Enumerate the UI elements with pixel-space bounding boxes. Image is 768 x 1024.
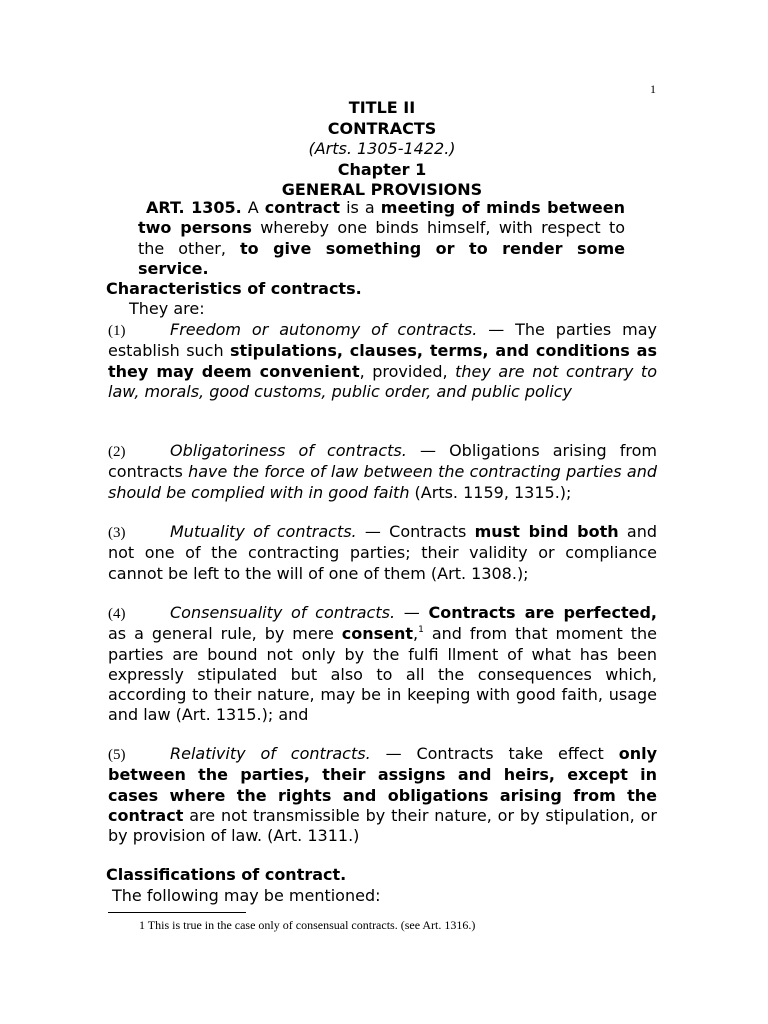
item-text: must bind both bbox=[474, 522, 619, 541]
item-number: (4) bbox=[108, 606, 126, 622]
characteristics-heading: Characteristics of contracts. bbox=[106, 279, 362, 298]
item-text: consent bbox=[341, 624, 414, 644]
characteristic-item bbox=[108, 320, 657, 402]
item-text: as a general rule, by mere bbox=[108, 624, 342, 644]
item-text: — Obligations arising from contracts bbox=[108, 441, 658, 482]
item-text: and from that moment the parties are bound not only by the fulfi llment of what has been expressly stipulated but also to all the consequences which, according to their nature, may be in keeping with good faith, usage and law (Art. 1315.); and bbox=[108, 624, 657, 725]
footnote-marker: 1 bbox=[418, 625, 424, 636]
article-text: A bbox=[241, 198, 265, 217]
item-number: (2) bbox=[108, 444, 126, 460]
article-label: ART. 1305. bbox=[146, 198, 242, 217]
item-text: — bbox=[395, 603, 429, 622]
item-text: (Arts. 1159, 1315.); bbox=[409, 482, 572, 502]
item-text: stipulations, clauses, terms, and conditions as they may deem convenient bbox=[108, 341, 657, 381]
item-number: (1) bbox=[108, 323, 126, 339]
item-text: are not transmissible by their nature, or by stipulation, or by provision of law. (Art. 1311.) bbox=[108, 805, 657, 846]
characteristic-item bbox=[108, 441, 657, 503]
chapter-heading: Chapter 1 bbox=[337, 159, 427, 179]
article-1305 bbox=[138, 198, 625, 279]
article-text: whereby one binds himself, with respect to the other, bbox=[138, 218, 625, 258]
classifications-heading: Classifications of contract. bbox=[106, 865, 347, 884]
item-text: only between the parties, their assigns and heirs, except in cases where the rights and obligations arising from the contract bbox=[108, 744, 657, 825]
item-title: Obligatoriness of contracts. bbox=[170, 441, 407, 460]
article-text: meeting of minds between two persons bbox=[138, 198, 625, 238]
item-text: , provided, bbox=[359, 361, 456, 381]
item-text: — Contracts bbox=[356, 522, 475, 541]
article-text: is a bbox=[340, 198, 381, 217]
item-text: they are not contrary to law, morals, good customs, public order, and public policy bbox=[108, 361, 657, 401]
item-text: have the force of law between the contracting parties and should be complied with in good faith bbox=[108, 462, 658, 502]
item-title: Consensuality of contracts. bbox=[170, 603, 396, 622]
title-subject: CONTRACTS bbox=[327, 118, 437, 138]
item-title: Freedom or autonomy of contracts. bbox=[170, 320, 478, 339]
item-text: Contracts are perfected, bbox=[428, 603, 658, 622]
article-text: contract bbox=[264, 198, 341, 217]
footnote: 1 This is true in the case only of consensual contracts. (see Art. 1316.) bbox=[139, 918, 476, 932]
item-number: (3) bbox=[108, 525, 126, 541]
footnote-separator bbox=[108, 912, 246, 913]
characteristic-item bbox=[108, 744, 657, 846]
title-block bbox=[108, 98, 656, 201]
characteristic-item bbox=[108, 603, 657, 726]
item-text: — Contracts take effect bbox=[370, 744, 619, 763]
item-title: Mutuality of contracts. bbox=[170, 522, 357, 541]
page-number: 1 bbox=[650, 82, 656, 96]
classifications-intro: The following may be mentioned: bbox=[112, 886, 381, 905]
item-text: — The parties may establish such bbox=[108, 320, 657, 361]
characteristic-item bbox=[108, 522, 657, 584]
title-article-range: (Arts. 1305-1422.) bbox=[308, 139, 456, 158]
title-heading: TITLE II bbox=[348, 98, 416, 117]
chapter-title: GENERAL PROVISIONS bbox=[281, 180, 483, 199]
characteristics-intro: They are: bbox=[129, 299, 205, 318]
article-text: to give something or to render some service. bbox=[138, 238, 626, 278]
item-text: , bbox=[413, 624, 419, 644]
item-text: and not one of the contracting parties; their validity or compliance cannot be left to the will of one of them (Art. 1308.); bbox=[108, 522, 658, 583]
item-number: (5) bbox=[108, 747, 126, 763]
item-title: Relativity of contracts. bbox=[170, 744, 371, 763]
